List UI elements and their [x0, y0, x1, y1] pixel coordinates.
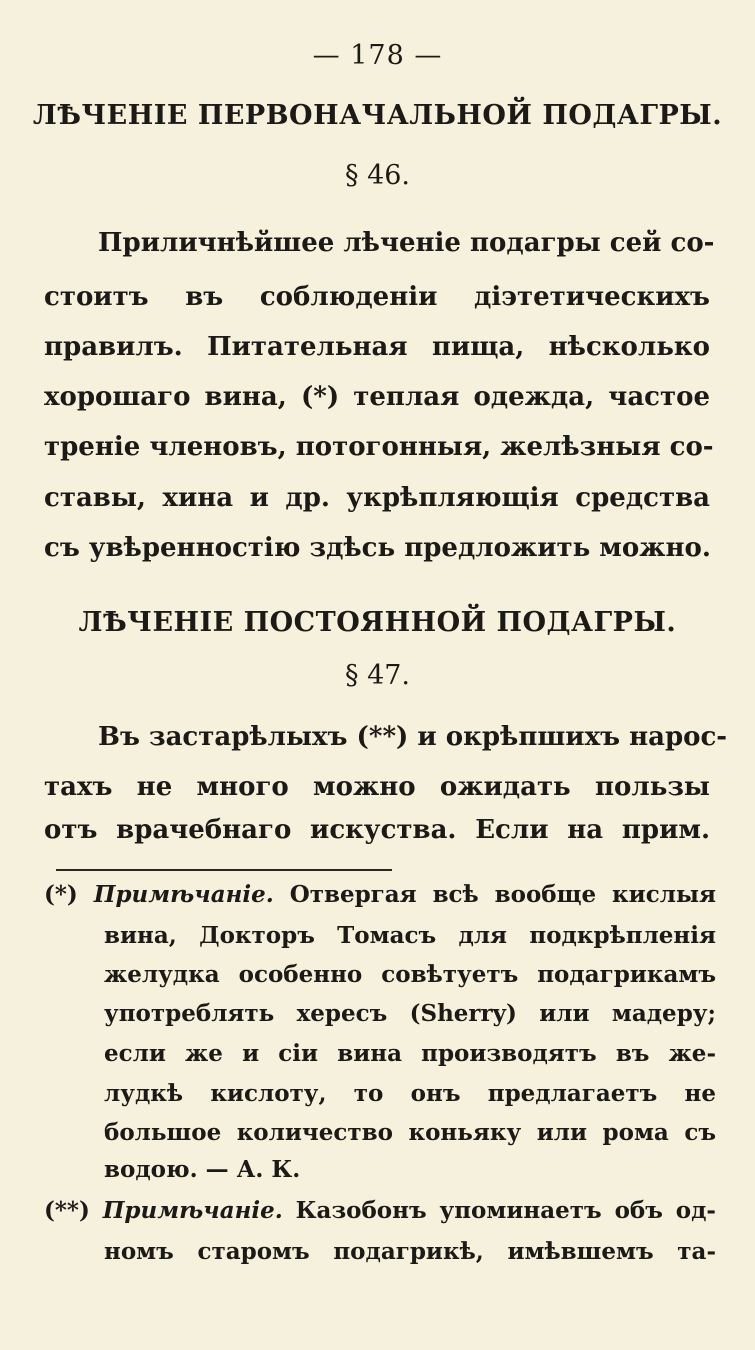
footnote-1-marker: (*)	[44, 881, 78, 908]
footnote-divider	[56, 869, 392, 871]
footnote-2-line: номъ старомъ подагрикѣ, имѣвшемъ та-	[104, 1238, 716, 1265]
paragraph-46-line: хорошаго вина, (*) теплая одежда, частое	[44, 382, 710, 412]
chapter-heading-chronic-gout: ЛѢЧЕНІЕ ПОСТОЯННОЙ ПОДАГРЫ.	[78, 607, 677, 638]
paragraph-46-line: стоитъ въ соблюденіи діэтетическихъ	[44, 282, 710, 312]
paragraph-46-line: съ увѣренностію здѣсь предложить можно.	[44, 533, 711, 563]
paragraph-46-line: правилъ. Питательная пища, нѣсколько	[44, 332, 710, 362]
paragraph-47-line: отъ врачебнаго искуства. Если на прим.	[44, 815, 710, 845]
paragraph-47-line: Въ застарѣлыхъ (**) и окрѣпшихъ нарос-	[98, 722, 728, 752]
footnote-1-line: если же и сіи вина производятъ въ же-	[104, 1040, 716, 1067]
footnote-1-line: большое количество коньяку или рома съ	[104, 1119, 716, 1146]
footnote-1-line: желудка особенно совѣтуетъ подагрикамъ	[104, 961, 716, 988]
footnote-1-label: Примѣчаніе.	[93, 881, 274, 908]
paragraph-46-line: треніе членовъ, потогонныя, желѣзныя со-	[44, 432, 714, 462]
paragraph-47-line: тахъ не много можно ожидать пользы	[44, 772, 710, 802]
footnote-1-line: водою. — А. К.	[104, 1156, 301, 1183]
footnote-1-line: лудкѣ кислоту, то онъ предлагаетъ не	[104, 1080, 716, 1107]
footnote-2-label: Примѣчаніе.	[102, 1197, 283, 1224]
footnote-1-line: вина, Докторъ Томасъ для подкрѣпленія	[104, 922, 716, 949]
paragraph-46-line: ставы, хина и др. укрѣпляющія средства	[44, 483, 710, 513]
section-number-47: § 47.	[344, 660, 411, 691]
footnote-2-marker: (**)	[44, 1197, 90, 1224]
footnote-1-line: (*) Примѣчаніе. Отвергая всѣ вообще кислыя	[44, 881, 716, 908]
page-number: — 178 —	[312, 40, 443, 71]
footnote-1-line: употреблять хересъ (Sherry) или мадеру;	[104, 1000, 716, 1027]
paragraph-46-line: Приличнѣйшее лѣченіе подагры сей со-	[98, 228, 715, 258]
chapter-heading-primary-gout: ЛѢЧЕНІЕ ПЕРВОНАЧАЛЬНОЙ ПОДАГРЫ.	[32, 100, 723, 131]
section-number-46: § 46.	[344, 160, 411, 191]
footnote-2-line: (**) Примѣчаніе. Казобонъ упоминаетъ объ од-	[44, 1197, 716, 1224]
